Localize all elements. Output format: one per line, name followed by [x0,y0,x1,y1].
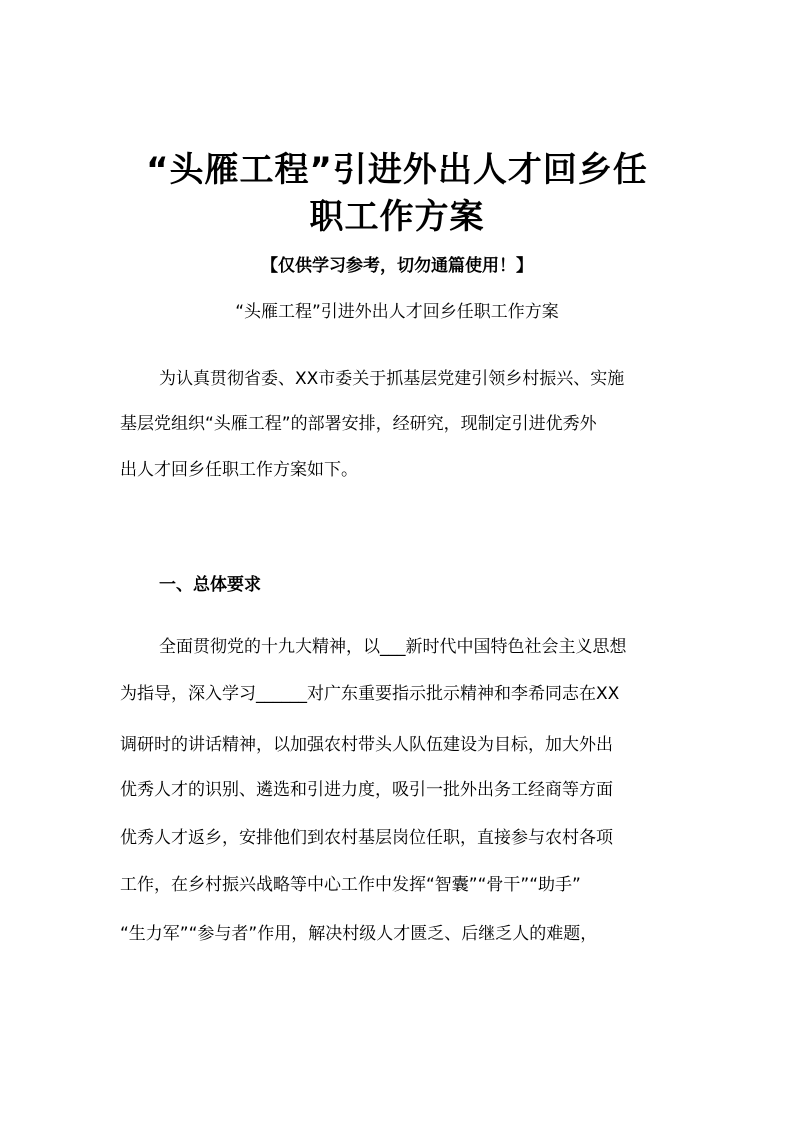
intro-paragraph-line: 出人才回乡任职工作方案如下。 [120,460,358,480]
document-title-line-1: “头雁工程”引进外出人才回乡任 [146,150,648,190]
section-heading-general-requirements: 一、总体要求 [159,575,261,595]
section-paragraph-line: 优秀人才的识别、遴选和引进力度，吸引一批外出务工经商等方面 [120,780,613,800]
section-paragraph-line: 调研时的讲话精神，以加强农村带头人队伍建设为目标，加大外出 [120,735,613,755]
document-title-line-2: 职工作方案 [309,197,485,237]
intro-paragraph-line: 基层党组织“头雁工程”的部署安排，经研究，现制定引进优秀外 [120,414,597,434]
section-paragraph-line: 为指导，深入学习______对广东重要指示批示精神和李希同志在XX [120,684,620,704]
intro-paragraph-line: 为认真贯彻省委、XX市委关于抓基层党建引领乡村振兴、实施 [159,369,625,389]
section-paragraph-line: 工作，在乡村振兴战略等中心工作中发挥“智囊”“骨干”“助手” [120,875,581,895]
section-paragraph-line: 优秀人才返乡，安排他们到农村基层岗位任职，直接参与农村各项 [120,828,613,848]
section-paragraph-line: “生力军”“参与者”作用，解决村级人才匮乏、后继乏人的难题， [120,924,598,944]
document-subtitle: “头雁工程”引进外出人才回乡任职工作方案 [235,302,559,322]
section-paragraph-line: 全面贯彻党的十九大精神，以___新时代中国特色社会主义思想 [159,637,627,657]
usage-notice: 【仅供学习参考，切勿通篇使用！】 [261,256,533,276]
